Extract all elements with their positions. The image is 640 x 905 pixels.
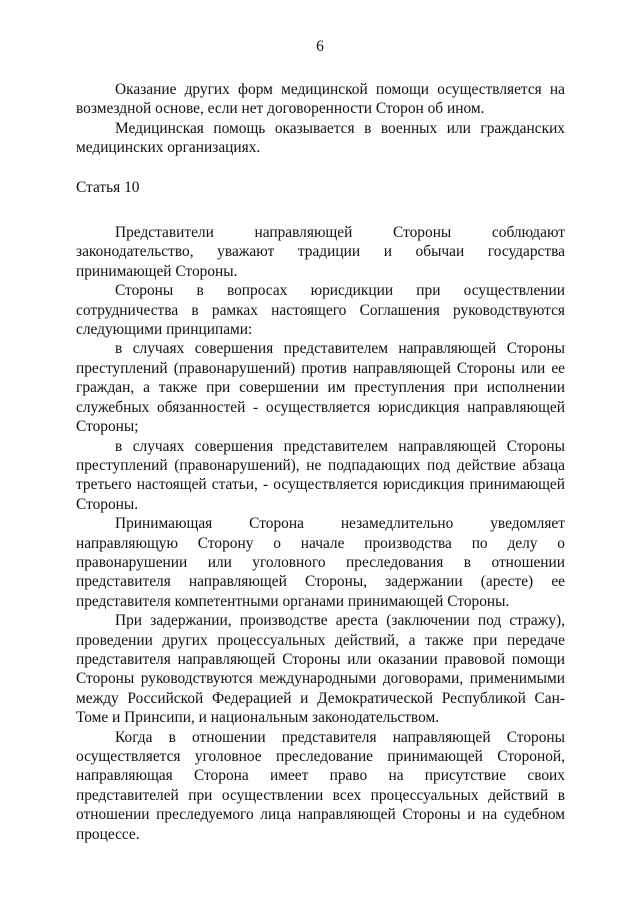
document-body — [76, 80, 565, 844]
article-paragraph: в случаях совершения представителем направляющей Стороны преступлений (правонарушений), не подпадающих под действие абзаца третьего настоящей статьи, - осуществляется юрисдикция принимающей Стороны. — [76, 437, 565, 513]
article-paragraph: в случаях совершения представителем направляющей Стороны преступлений (правонарушений) против направляющей Стороны или ее граждан, а также при совершении им преступления при исполнении служебных обязанностей - осуществляется юрисдикция направляющей Стороны; — [76, 340, 565, 436]
paragraph: Оказание других форм медицинской помощи осуществляется на возмездной основе, если нет договоренности Сторон об ином. — [76, 81, 565, 118]
article-paragraph: Принимающая Сторона незамедлительно уведомляет направляющую Сторону о начале производства по делу о правонарушении или уголовного преследования в отношении представителя направляющей Стороны, задержании (аресте) ее представителя компетентными органами принимающей Стороны. — [76, 515, 565, 610]
article-paragraph: Представители направляющей Стороны соблюдают законодательство, уважают традиции и обычаи государства принимающей Стороны. — [76, 224, 565, 280]
article-paragraph: Когда в отношении представителя направляющей Стороны осуществляется уголовное преследование принимающей Стороной, направляющая Сторона имеет право на присутствие своих представителей при осуществлении всех процессуальных действий в отношении преследуемого лица направляющей Стороны и на судебном процессе. — [76, 728, 565, 843]
article-heading: Статья 10 — [76, 178, 140, 196]
paragraph: Медицинская помощь оказывается в военных или гражданских медицинских организациях. — [76, 119, 565, 157]
article-paragraph: Стороны в вопросах юрисдикции при осуществлении сотрудничества в рамках настоящего Соглашения руководствуются следующими принципами: — [76, 282, 565, 339]
article-paragraph: При задержании, производстве ареста (заключении под стражу), проведении других процессуальных действий, а также при передаче представителя направляющей Стороны или оказании правовой помощи Стороны руководствуются международными договорами, применимыми между Российской Федерацией и Демократической Республикой Сан-Томе и Принсипи, и национальным законодательством. — [76, 612, 565, 727]
page-number: 6 — [316, 38, 324, 55]
